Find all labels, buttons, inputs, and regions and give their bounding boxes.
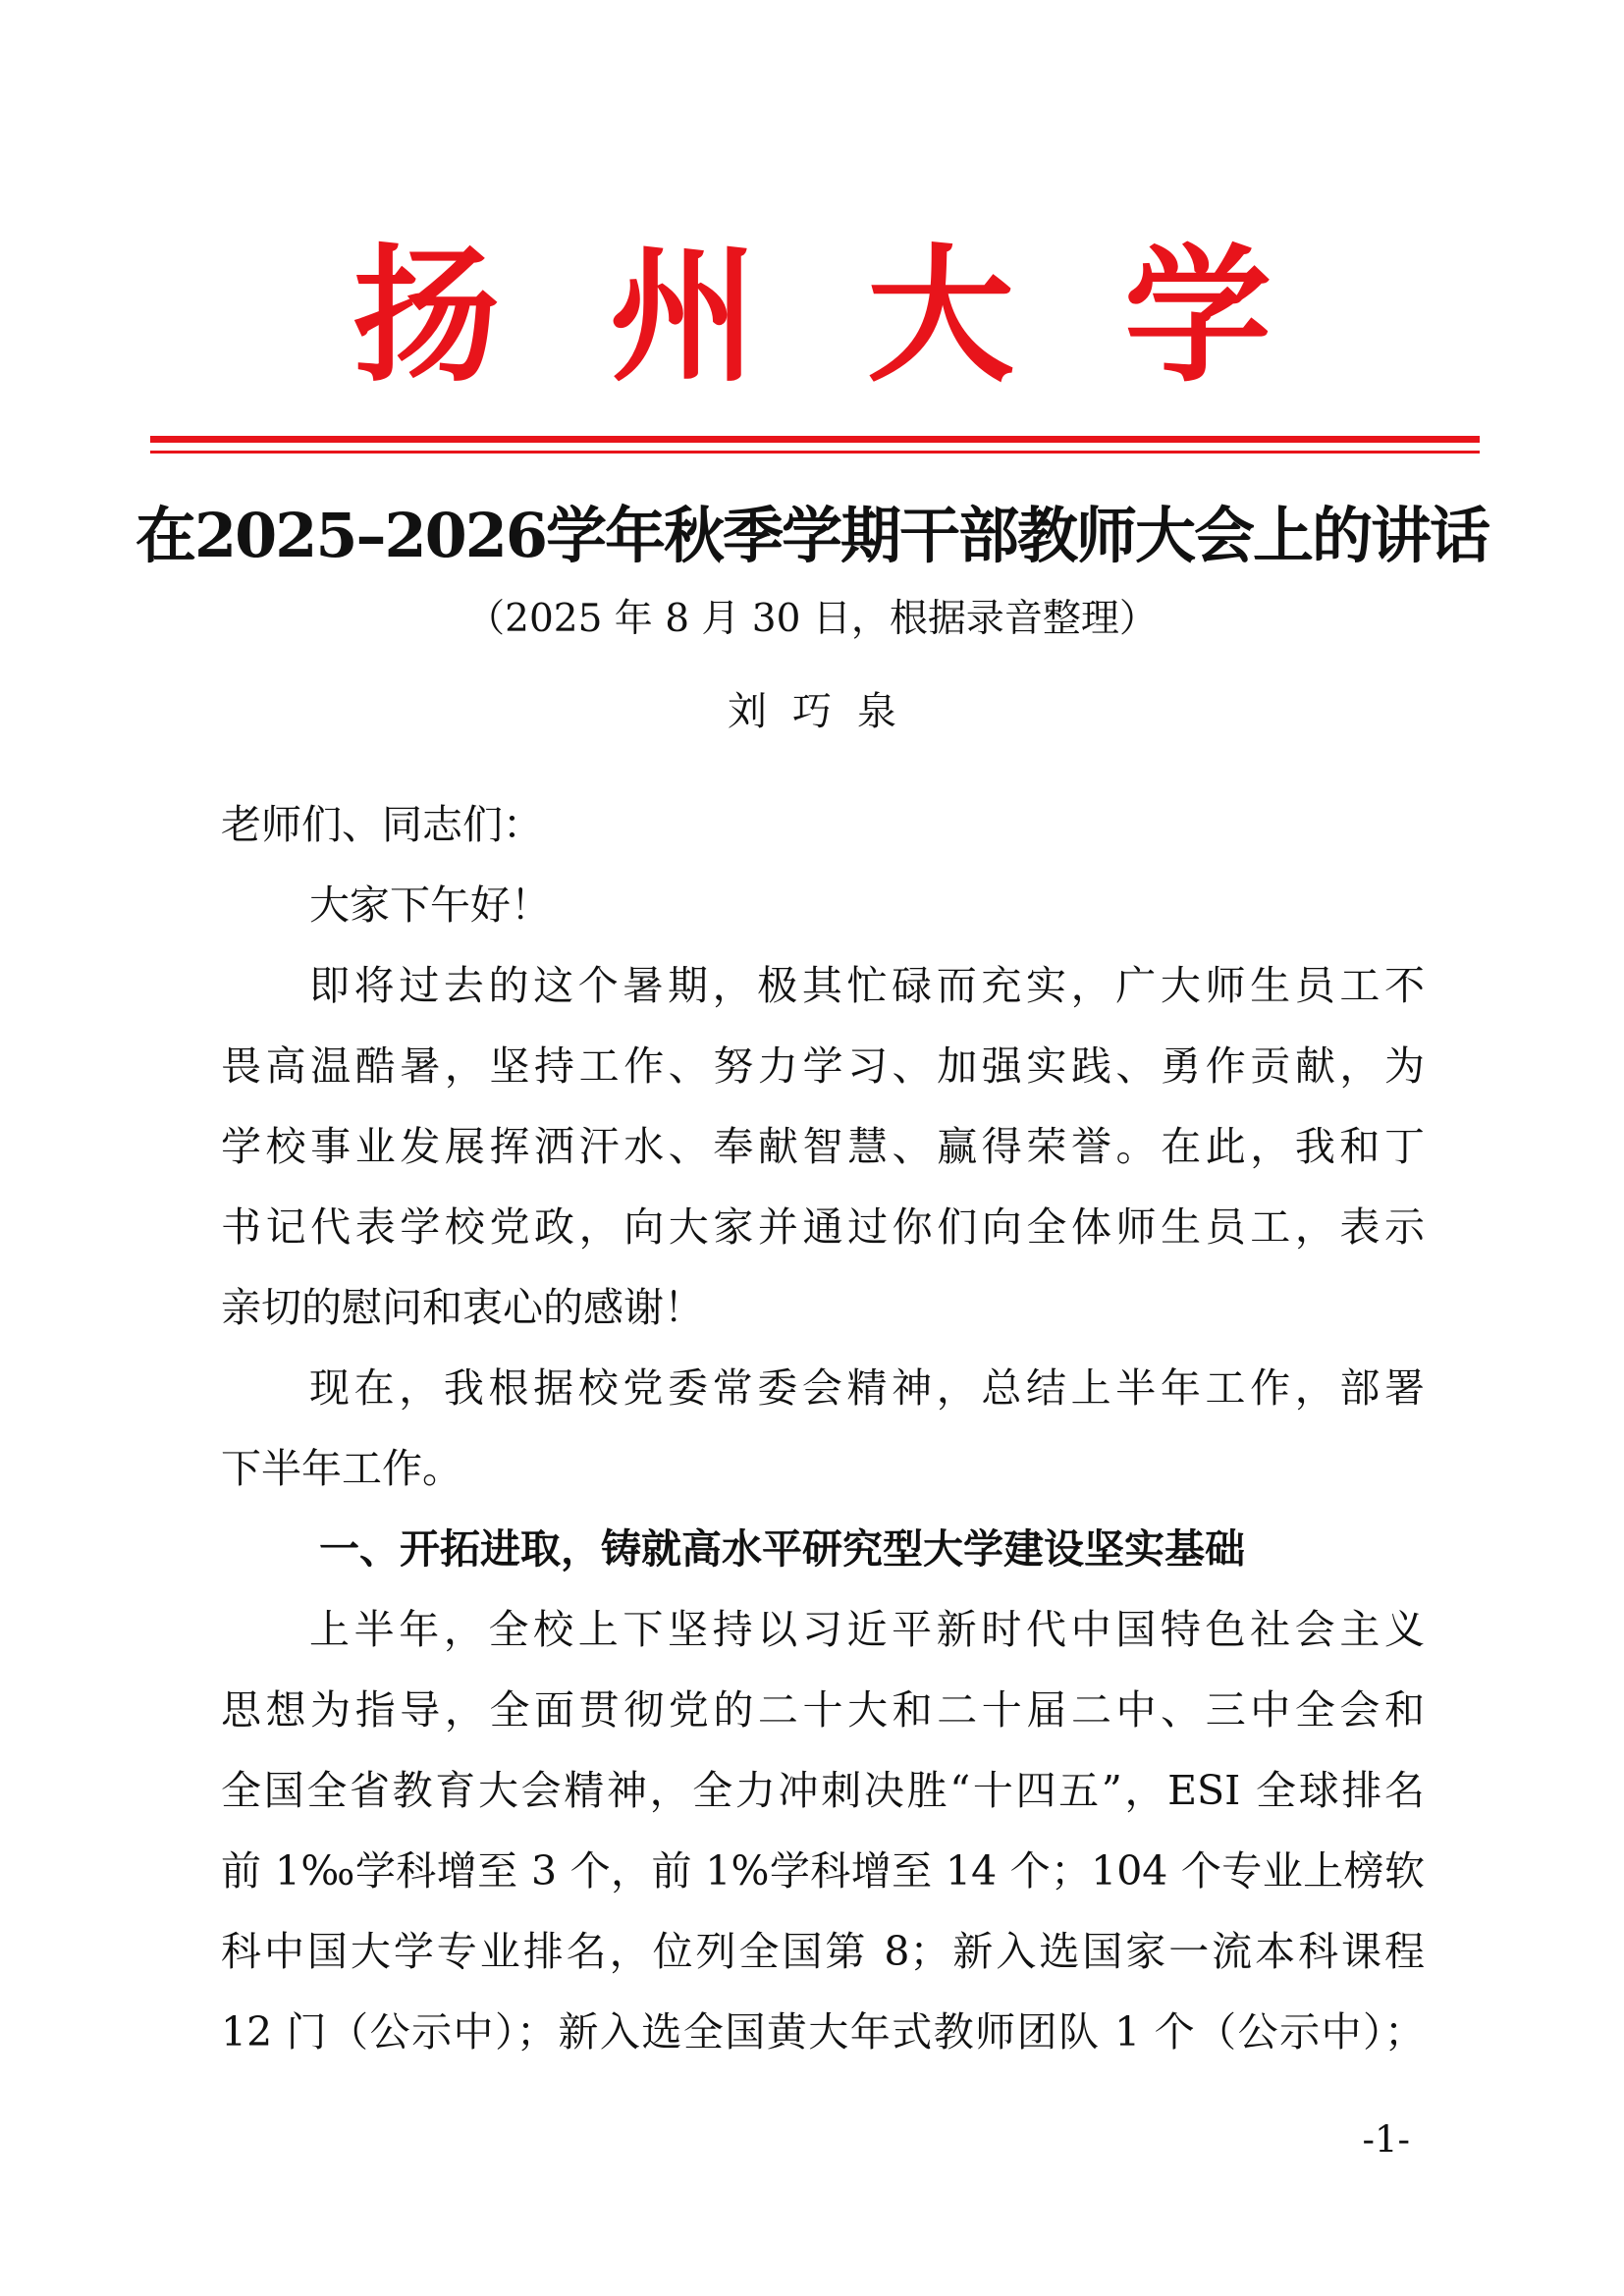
- paragraph-line: 科中国大学专业排名，位列全国第 8；新入选国家一流本科课程: [221, 1928, 1425, 1975]
- paragraph-line: 下半年工作。: [221, 1445, 462, 1492]
- paragraph-line: 思想为指导，全面贯彻党的二十大和二十届二中、三中全会和: [221, 1686, 1425, 1734]
- greeting: 大家下午好！: [309, 881, 551, 929]
- paragraph-line: 全国全省教育大会精神，全力冲刺决胜“十四五”，ESI 全球排名: [221, 1767, 1425, 1814]
- red-rule-thick: [150, 436, 1480, 443]
- speech-subtitle: （2025 年 8 月 30 日，根据录音整理）: [466, 597, 1158, 641]
- masthead-title: 扬州大学: [352, 230, 1381, 402]
- section-heading: 一、开拓进取，铸就高水平研究型大学建设坚实基础: [319, 1525, 1245, 1573]
- paragraph-line: 上半年，全校上下坚持以习近平新时代中国特色社会主义: [309, 1606, 1425, 1653]
- salutation: 老师们、同志们：: [221, 801, 543, 848]
- paragraph-line: 即将过去的这个暑期，极其忙碌而充实，广大师生员工不: [309, 962, 1425, 1009]
- paragraph-line: 现在，我根据校党委常委会精神，总结上半年工作，部署: [309, 1364, 1425, 1412]
- red-rule-thin: [150, 451, 1480, 454]
- paragraph-line: 学校事业发展挥洒汗水、奉献智慧、赢得荣誉。在此，我和丁: [221, 1123, 1425, 1170]
- paragraph-line: 书记代表学校党政，向大家并通过你们向全体师生员工，表示: [221, 1203, 1425, 1251]
- paragraph-line: 12 门（公示中）；新入选全国黄大年式教师团队 1 个（公示中）；: [221, 2008, 1425, 2056]
- speech-title: 在2025–2026学年秋季学期干部教师大会上的讲话: [135, 500, 1489, 571]
- paragraph-line: 畏高温酷暑，坚持工作、努力学习、加强实践、勇作贡献，为: [221, 1042, 1425, 1090]
- page-number: -1-: [1362, 2118, 1410, 2161]
- paragraph-line: 前 1‰学科增至 3 个，前 1%学科增至 14 个；104 个专业上榜软: [221, 1847, 1425, 1895]
- speech-author: 刘巧泉: [728, 689, 922, 734]
- speech-body: [221, 784, 1425, 2072]
- paragraph-line: 亲切的慰问和衷心的感谢！: [221, 1284, 704, 1331]
